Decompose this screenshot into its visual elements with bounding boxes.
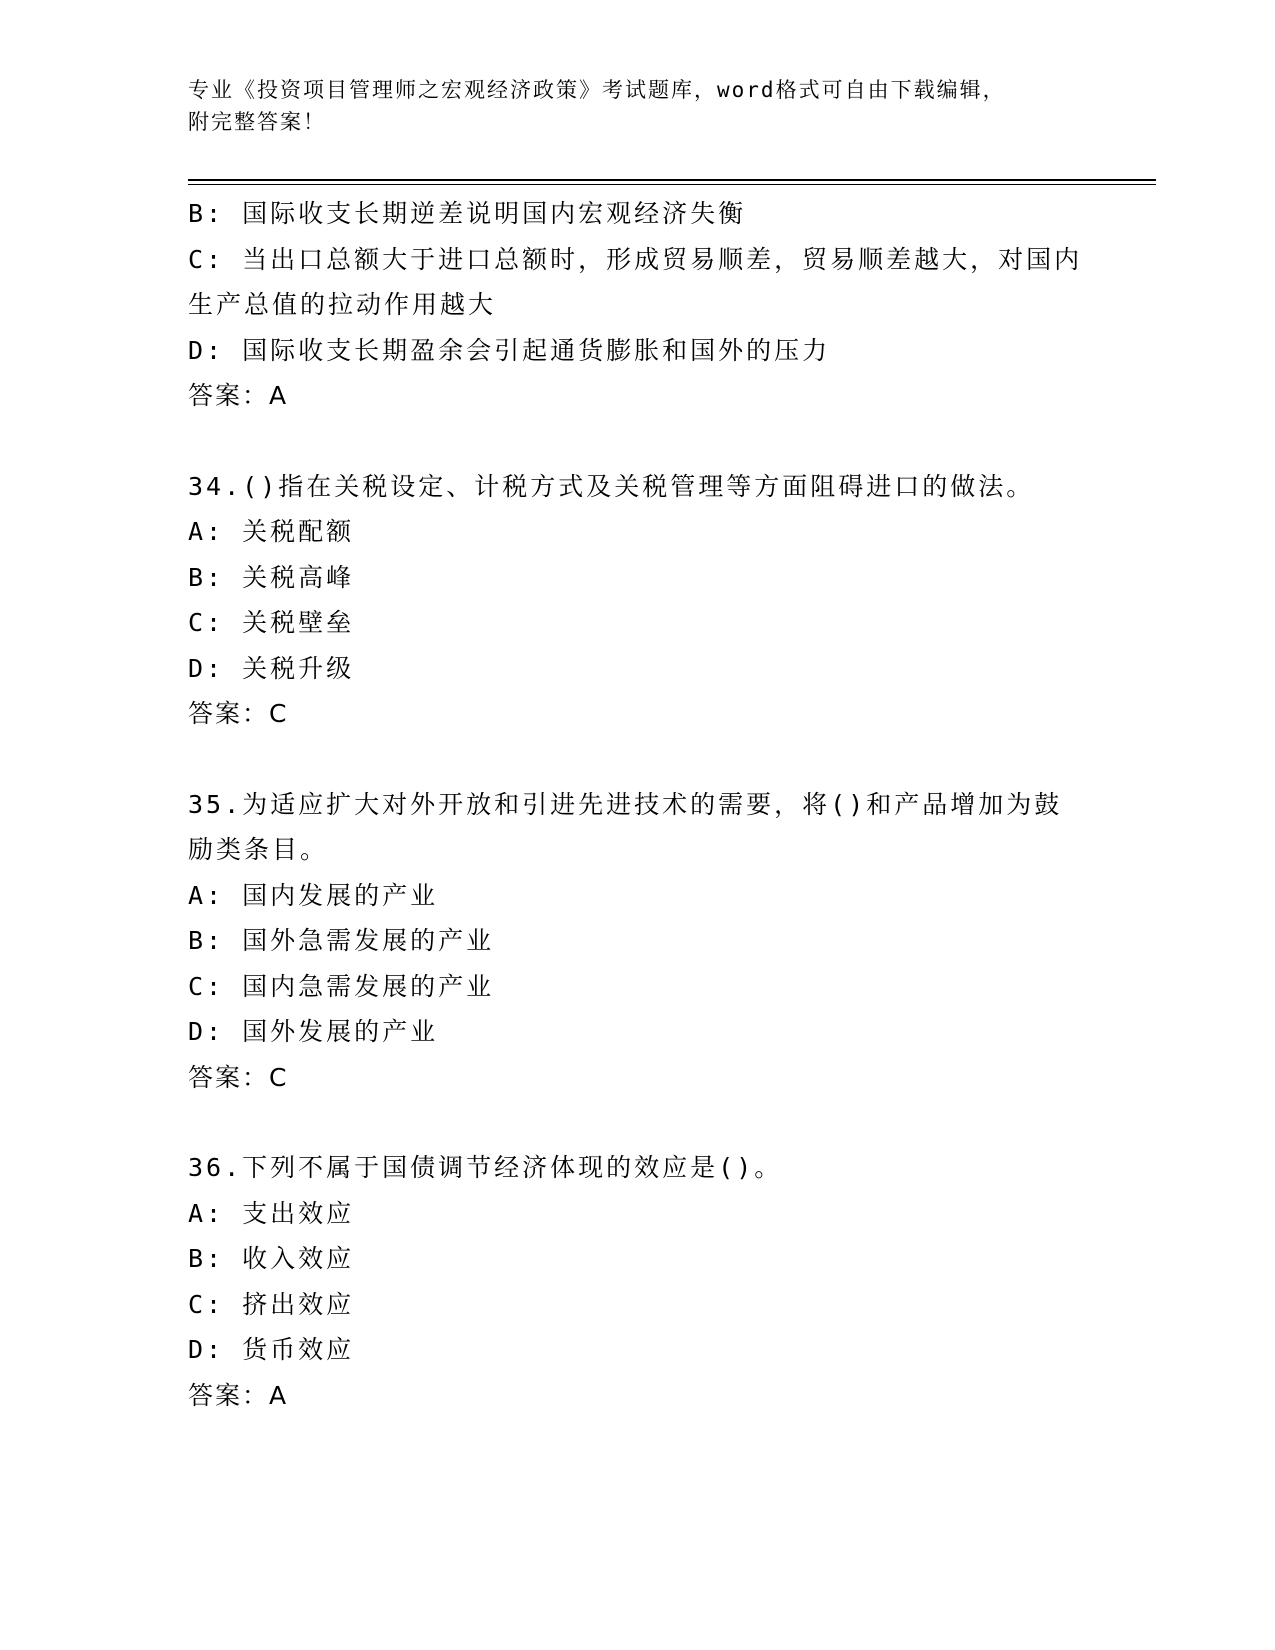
answer: 答案：A [188,1380,289,1410]
option-c: C: 国内急需发展的产业 [188,971,495,1001]
spacer [188,1100,1088,1145]
spacer [188,419,1088,464]
option-a: A: 支出效应 [188,1198,355,1228]
option-b: B: 国外急需发展的产业 [188,926,495,955]
header-divider-thick [188,179,1156,181]
option-b: B: 收入效应 [188,1244,355,1273]
spacer [188,737,1088,782]
header-line-2: 附完整答案！ [188,110,326,134]
question-stem: 34.()指在关税设定、计税方式及关税管理等方面阻碍进口的做法。 [188,471,1035,501]
answer: 答案：C [188,1062,289,1092]
question-34 [188,464,1088,737]
question-stem: 36.下列不属于国债调节经济体现的效应是()。 [188,1153,783,1182]
question-list [188,191,1088,1418]
option-a: A: 国内发展的产业 [188,880,439,910]
question-35 [188,782,1088,1101]
option-d: D: 国外发展的产业 [188,1017,439,1046]
option-a: A: 关税配额 [188,517,355,546]
answer: 答案：A [188,381,289,410]
option-b: B: 关税高峰 [188,562,355,592]
question-36 [188,1145,1088,1418]
question-stem: 35.为适应扩大对外开放和引进先进技术的需要，将()和产品增加为鼓励类条目。 [188,789,1063,864]
answer: 答案：C [188,699,289,728]
option-b: B: 国际收支长期逆差说明国内宏观经济失衡 [188,199,747,228]
document-header [188,74,1088,138]
header-line-1: 专业《投资项目管理师之宏观经济政策》考试题库，word格式可自由下载编辑， [188,78,1006,102]
option-d: D: 国际收支长期盈余会引起通货膨胀和国外的压力 [188,335,831,365]
option-c: C: 当出口总额大于进口总额时，形成贸易顺差，贸易顺差越大，对国内生产总值的拉动作用越大 [188,244,1083,319]
option-d: D: 关税升级 [188,653,355,683]
header-divider-thin [188,184,1156,185]
option-c: C: 挤出效应 [188,1289,355,1319]
question-33-continued [188,191,1088,419]
option-c: C: 关税壁垒 [188,608,355,637]
option-d: D: 货币效应 [188,1335,355,1364]
